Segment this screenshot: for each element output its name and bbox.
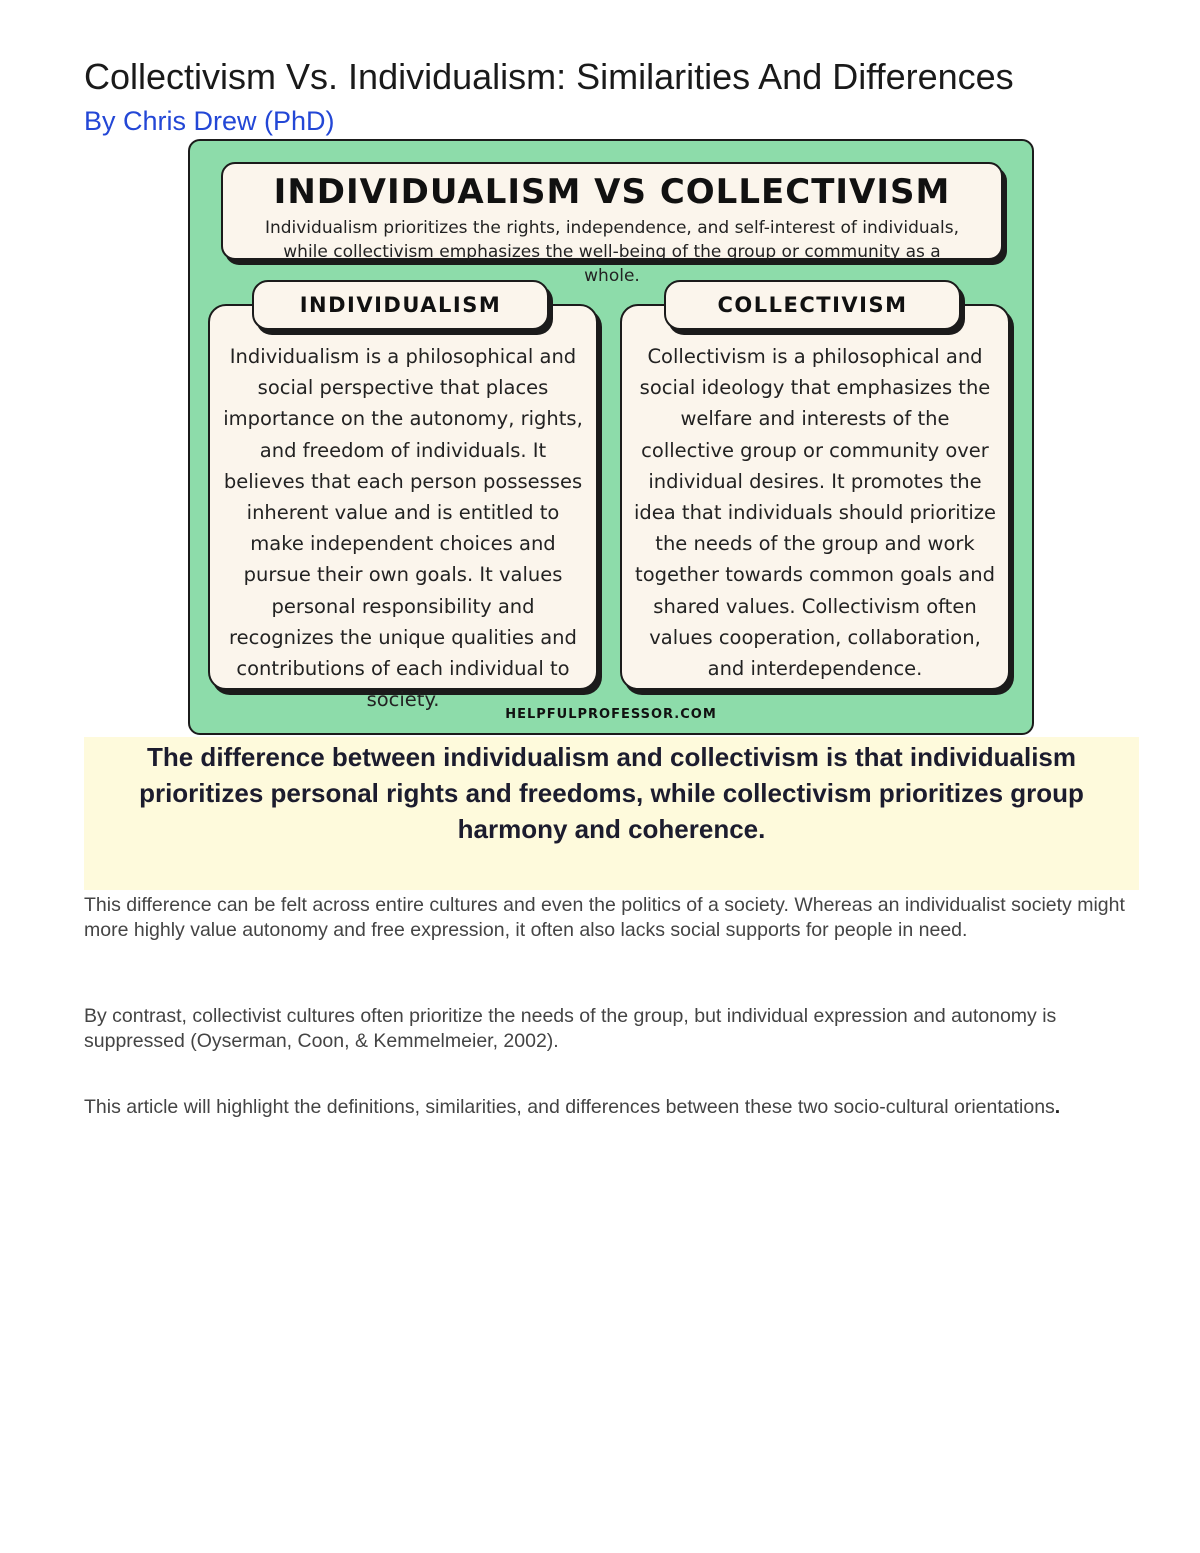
body-paragraph-1: This difference can be felt across entire cultures and even the politics of a society. Whereas an individualist society might more highly value autonomy and free expression, it often also lacks social supports for people in need.	[84, 894, 1125, 941]
author-byline-link[interactable]: By Chris Drew (PhD)	[84, 106, 335, 136]
body-paragraph-3	[84, 1091, 1144, 1124]
infographic	[188, 139, 1034, 735]
page-title: Collectivism Vs. Individualism: Similarities And Differences	[84, 56, 1014, 97]
body-paragraph-2: By contrast, collectivist cultures often prioritize the needs of the group, but individual expression and autonomy is suppressed (Oyserman, Coon, & Kemmelmeier, 2002).	[84, 1005, 1057, 1052]
individualism-panel	[208, 304, 598, 712]
infographic-subtitle: Individualism prioritizes the rights, independence, and self-interest of individuals, while collectivism emphasizes the well-being of the group or community as a whole.	[264, 218, 960, 286]
infographic-source: HELPFULPROFESSOR.COM	[505, 707, 717, 722]
infographic-header	[221, 162, 1003, 286]
collectivism-panel	[620, 304, 1010, 690]
individualism-description: Individualism is a philosophical and social perspective that places importance on the autonomy, rights, and freedom of individuals. It believes that each person possesses inherent value and is entitled to make independent choices and pursue their own goals. It values personal responsibility and recognizes the unique qualities and contributions of each individual to society.	[223, 345, 583, 712]
body-paragraph-3-text: This article will highlight the definitions, similarities, and differences between these two socio-cultural orientations	[84, 1096, 1055, 1118]
key-takeaway-box	[84, 737, 1139, 890]
collectivism-heading: COLLECTIVISM	[664, 280, 961, 330]
collectivism-description: Collectivism is a philosophical and social ideology that emphasizes the welfare and interests of the collective group or community over individual desires. It promotes the idea that individuals should prioritize the needs of the group and work together towards common goals and shared values. Collectivism often values cooperation, collaboration, and interdependence.	[633, 345, 996, 681]
key-takeaway-text: The difference between individualism and collectivism is that individualism prioritizes personal rights and freedoms, while collectivism prioritizes group harmony and coherence.	[139, 742, 1084, 844]
body-paragraph-3-end: .	[1054, 1096, 1061, 1118]
individualism-heading: INDIVIDUALISM	[252, 280, 549, 330]
infographic-title: INDIVIDUALISM VS COLLECTIVISM	[273, 172, 951, 212]
